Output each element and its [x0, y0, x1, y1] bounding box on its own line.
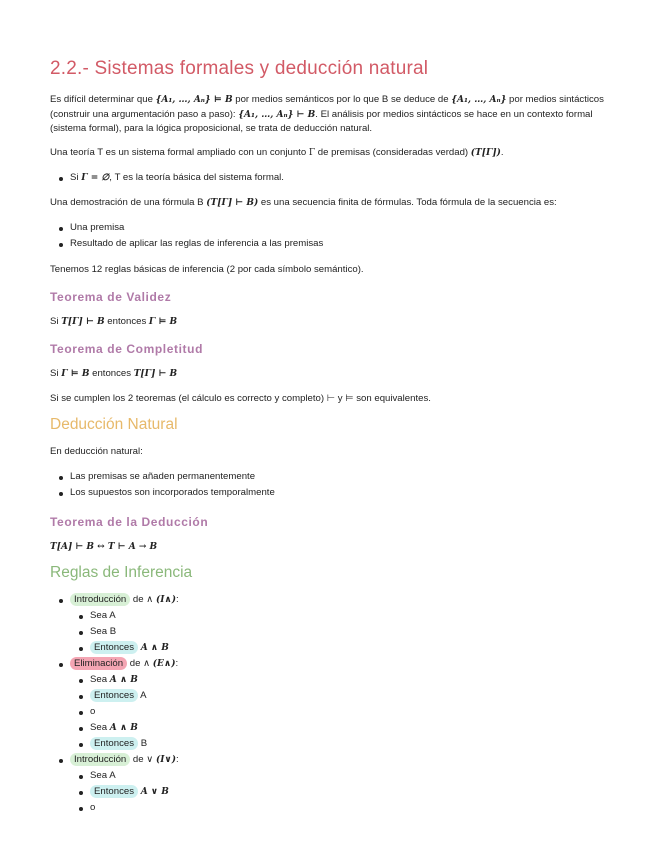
deduccion-list [50, 469, 275, 501]
list-item-text: Si [70, 172, 82, 183]
list-item: Resultado de aplicar las reglas de inferencia a las premisas [50, 236, 323, 252]
entonces-tag: Entonces [90, 737, 138, 750]
list-item [70, 640, 169, 656]
math-expression: (T[Γ] ⊢ B) [206, 198, 259, 208]
math-expression: {A₁, …, Aₙ} ⊨ B [155, 95, 233, 105]
intro-text: . El análisis por medios sintácticos se hace en un contexto formal [315, 108, 593, 120]
rule-tag: Introducción [70, 593, 130, 606]
completitud-text: entonces [89, 368, 134, 379]
demo-paragraph [50, 196, 605, 211]
reglas-heading: Reglas de Inferencia [50, 564, 193, 581]
completitud-statement [50, 367, 605, 382]
list-item [70, 672, 147, 688]
list-item: Los supuestos son incorporados temporalmente [50, 485, 275, 501]
math-expression: (I∧) [155, 595, 177, 605]
list-item [70, 688, 147, 704]
theory-text: . [500, 147, 504, 158]
math-expression: Γ ⊨ B [61, 369, 90, 379]
math-expression: A ∧ B [140, 643, 169, 653]
rule-text: : [175, 658, 179, 669]
rule-text: : [176, 594, 179, 605]
entonces-tag: Entonces [90, 641, 138, 654]
rules-count-paragraph: Tenemos 12 reglas básicas de inferencia (2 por cada símbolo semántico). [50, 264, 364, 275]
intro-text: por medios sintácticos [506, 94, 604, 105]
list-item: Una premisa [50, 220, 323, 236]
rule-text: de ∧ [127, 658, 153, 669]
entonces-tag: Entonces [90, 785, 138, 798]
math-expression: A ∨ B [140, 787, 169, 797]
rule-1-steps [70, 608, 169, 656]
rule-introduccion-and [50, 592, 179, 608]
rule-2-steps [70, 672, 147, 752]
math-expression: A ∧ B [109, 723, 138, 733]
theory-text: de premisas (consideradas verdad) [315, 147, 471, 158]
theory-list [50, 170, 284, 186]
list-item-text: , T es la teoría básica del sistema formal. [109, 172, 284, 183]
validez-heading: Teorema de Validez [50, 290, 172, 304]
rule-tag: Introducción [70, 753, 130, 766]
list-item-text: A [140, 690, 147, 701]
rules-list [50, 592, 179, 608]
demo-text: es una secuencia finita de fórmulas. Toda fórmula de la secuencia es: [258, 197, 557, 208]
list-item [50, 170, 284, 186]
theory-paragraph [50, 146, 605, 161]
rule-3-steps [70, 768, 169, 816]
list-item: o [70, 704, 147, 720]
entonces-tag: Entonces [90, 689, 138, 702]
intro-text: Es difícil determinar que [50, 94, 156, 105]
math-expression: Γ = ∅ [81, 173, 110, 183]
list-item: Sea A [70, 768, 169, 784]
rule-introduccion-or [50, 752, 179, 768]
list-item-text: Sea [90, 722, 110, 733]
math-expression: {A₁, …, Aₙ} ⊢ B [238, 109, 316, 120]
rules-list [50, 752, 179, 768]
list-item [70, 736, 147, 752]
list-item: Las premisas se añaden permanentemente [50, 469, 275, 485]
rule-eliminacion-and [50, 656, 178, 672]
math-expression: T[Γ] ⊢ B [133, 369, 178, 379]
intro-text: (sistema formal), para la lógica proposicional, se trata de deducción natural. [50, 123, 373, 134]
math-expression: (T[Γ]) [470, 148, 501, 158]
completitud-text: Si [50, 368, 62, 379]
list-item-text: Sea [90, 674, 110, 685]
rule-tag: Eliminación [70, 657, 127, 670]
math-expression: (I∨) [155, 755, 177, 765]
completitud-heading: Teorema de Completitud [50, 342, 203, 356]
deduccion-intro: En deducción natural: [50, 446, 143, 457]
deduccion-natural-heading: Deducción Natural [50, 416, 178, 433]
math-expression: T[Γ] ⊢ B [61, 317, 105, 327]
list-item: Sea A [70, 608, 169, 624]
validez-text: Si [50, 316, 62, 327]
rule-text: de ∨ [130, 754, 156, 765]
rule-text: : [176, 754, 179, 765]
list-item [70, 784, 169, 800]
intro-paragraph [50, 93, 605, 137]
list-item-text: B [140, 738, 148, 749]
equivalence-paragraph: Si se cumplen los 2 teoremas (el cálculo es correcto y completo) ⊢ y ⊨ son equivalentes. [50, 393, 431, 404]
validez-statement [50, 315, 605, 330]
list-item [70, 720, 147, 736]
intro-text: (construir una argumentación paso a paso): [50, 108, 239, 120]
teorema-deduccion-formula [50, 540, 605, 555]
rule-text: de ∧ [130, 594, 156, 605]
math-expression: A ∧ B [109, 675, 138, 685]
list-item: Sea B [70, 624, 169, 640]
math-expression: Γ ⊨ B [148, 317, 178, 327]
validez-text: entonces [104, 316, 149, 327]
math-expression: {A₁, …, Aₙ} [451, 95, 507, 105]
demo-list [50, 220, 323, 252]
demo-text: Una demostración de una fórmula B [50, 197, 207, 208]
page-title: 2.2.- Sistemas formales y deducción natural [50, 58, 429, 79]
math-expression: T[A] ⊢ B ↔ T ⊢ A → B [50, 542, 158, 552]
theory-text: Una teoría T es un sistema formal ampliado con un conjunto [50, 147, 309, 158]
teorema-deduccion-heading: Teorema de la Deducción [50, 515, 209, 529]
math-expression: Γ [308, 148, 316, 158]
math-expression: (E∧) [152, 659, 176, 669]
list-item: o [70, 800, 169, 816]
rules-list [50, 656, 178, 672]
intro-text: por medios semánticos por lo que B se deduce de [232, 94, 452, 105]
